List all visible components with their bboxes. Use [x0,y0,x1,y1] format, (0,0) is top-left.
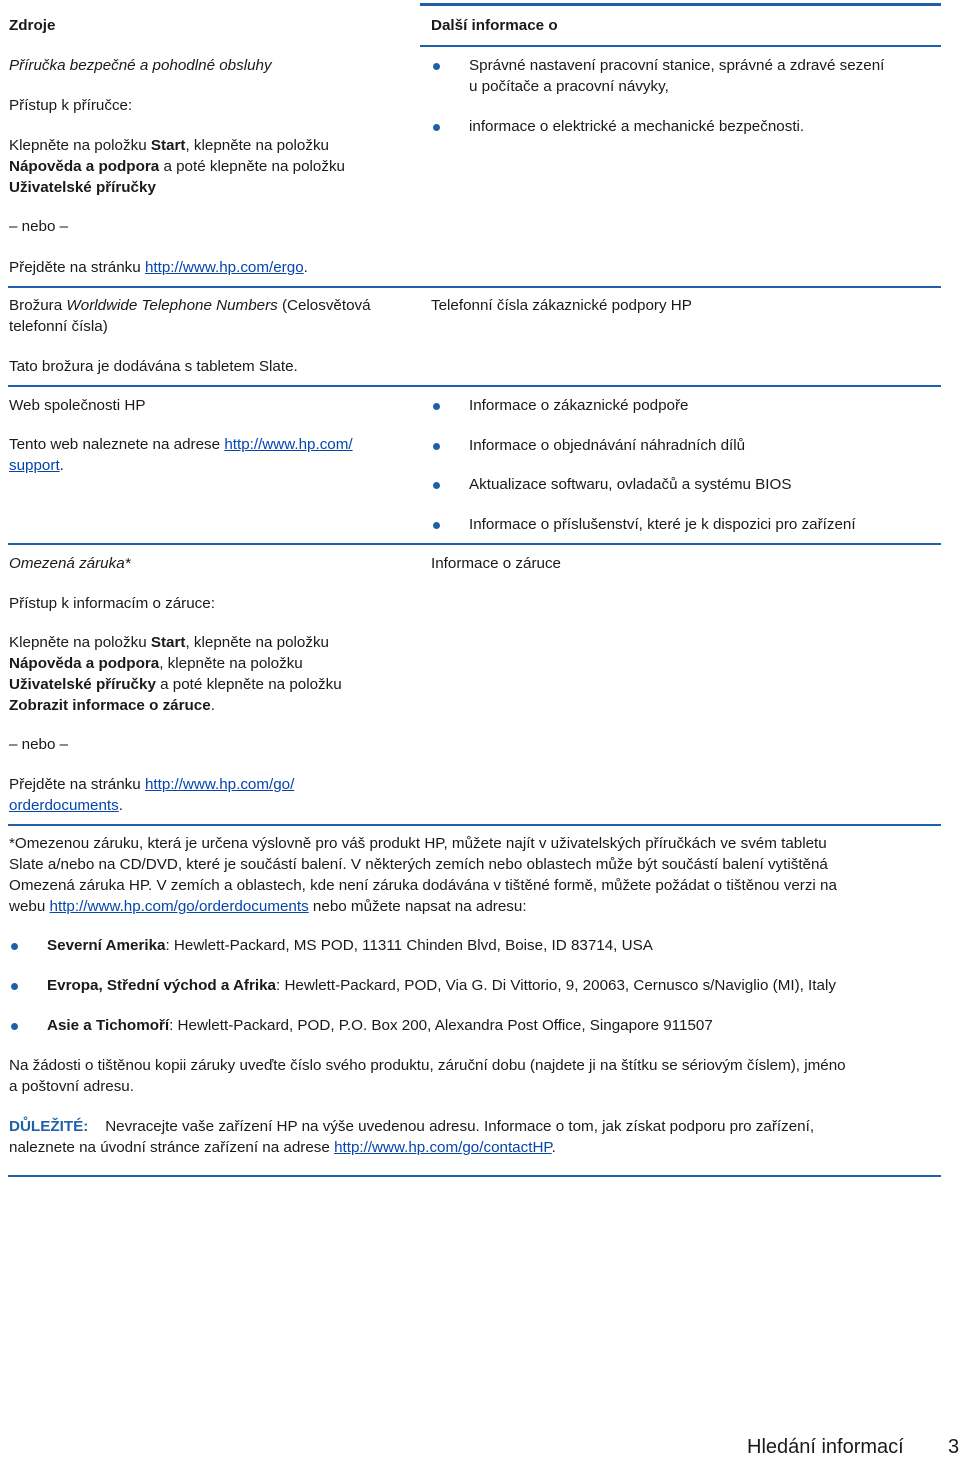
bottom-divider [8,1175,941,1177]
bullet-icon [11,1023,18,1030]
safety-bullet-1a: Správné nastavení pracovní stanice, správné a zdravé sezení [469,57,885,74]
web-bullet-3: Aktualizace softwaru, ovladačů a systému BIOS [469,476,792,493]
web-bullet-4: Informace o příslušenství, které je k dispozici pro zařízení [469,516,856,533]
bullet-icon [433,482,440,489]
page-number: 3 [948,1436,960,1458]
support-link-cont[interactable]: support [9,457,60,474]
warranty-title: Omezená záruka* [9,555,131,572]
orderdocs-link[interactable]: http://www.hp.com/go/ [144,776,295,793]
important-label: DŮLEŽITÉ: [9,1118,89,1135]
hp-web-text: Tento web naleznete na adrese http://www.hp.com/ support. [9,436,353,474]
row-divider [8,824,941,826]
safety-bullet-1b: u počítače a pracovní návyky, [469,78,669,95]
contacthp-link[interactable]: http://www.hp.com/go/contactHP [334,1139,552,1156]
bullet-icon [433,403,440,410]
address-north-america: Severní Amerika: Hewlett-Packard, MS POD, 11311 Chinden Blvd, Boise, ID 83714, USA [47,937,653,954]
hp-web-title: Web společnosti HP [9,397,146,414]
safety-bullet-2: informace o elektrické a mechanické bezpečnosti. [469,118,805,135]
important-note: DŮLEŽITÉ: Nevracejte vaše zařízení HP na výše uvedenou adresu. Informace o tom, jak získat podporu pro zařízení, naleznete na úvodní stránce zařízení na adrese http://www.hp.com/go/contactHP. [9,1118,815,1156]
bullet-icon [433,522,440,529]
ergo-link[interactable]: http://www.hp.com/ergo [144,259,304,276]
warranty-access-label: Přístup k informacím o záruce: [9,595,215,612]
warranty-goto: Přejděte na stránku http://www.hp.com/go/ orderdocuments. [9,776,295,814]
safety-or: – nebo – [9,218,69,235]
header-rule [420,3,941,6]
header-sources: Zdroje [9,17,56,34]
phone-support-info: Telefonní čísla zákaznické podpory HP [431,297,692,314]
footer-section-title: Hledání informací [747,1436,904,1458]
row-divider [8,543,941,545]
warranty-instructions: Klepněte na položku Start, klepněte na položku Nápověda a podpora, klepněte na položku Uživatelské příručky a poté klepněte na položku Zobrazit informace o záruce. [9,634,342,714]
web-bullet-1: Informace o zákaznické podpoře [469,397,689,414]
request-text: Na žádosti o tištěnou kopii záruky uveďte číslo svého produktu, záruční dobu (najdete ji na štítku se sériovým číslem), jméno a poštovní adresu. [9,1057,846,1095]
header-divider [420,45,941,47]
address-apac: Asie a Tichomoří: Hewlett-Packard, POD, P.O. Box 200, Alexandra Post Office, Singapore 911507 [47,1017,713,1034]
bullet-icon [433,124,440,131]
row-divider [8,385,941,387]
bullet-icon [11,943,18,950]
bullet-icon [433,443,440,450]
header-more-info: Další informace o [431,17,558,34]
address-emea: Evropa, Střední východ a Afrika: Hewlett-Packard, POD, Via G. Di Vittorio, 9, 20063, Cernusco s/Naviglio (MI), Italy [47,977,836,994]
safety-guide-title: Příručka bezpečné a pohodlné obsluhy [9,57,272,74]
safety-goto: Přejděte na stránku http://www.hp.com/ergo. [9,259,308,276]
bullet-icon [11,983,18,990]
bullet-icon [433,63,440,70]
safety-instructions: Klepněte na položku Start, klepněte na položku Nápověda a podpora a poté klepněte na položku Uživatelské příručky [9,137,345,196]
web-bullet-2: Informace o objednávání náhradních dílů [469,437,746,454]
warranty-info: Informace o záruce [431,555,561,572]
warranty-note: *Omezenou záruku, která je určena výslovně pro váš produkt HP, můžete najít v uživatelských příručkách ve svém tabletu Slate a/nebo na CD/DVD, které je součástí balení. V některých zemích nebo oblastech může být součástí balení vytištěná Omezená záruka HP. V zemích a oblastech, kde není záruka dodávána v tištěné formě, můžete požádat o tištěnou verzi na webu http://www.hp.com/go/orderdocuments nebo můžete napsat na adresu: [9,835,837,915]
row-divider [8,286,941,288]
support-link[interactable]: http://www.hp.com/ [224,436,353,453]
orderdocs-note-link[interactable]: http://www.hp.com/go/orderdocuments [49,898,309,915]
phone-booklet-title: Brožura Worldwide Telephone Numbers (Celosvětová telefonní čísla) [9,297,371,335]
warranty-or: – nebo – [9,736,69,753]
safety-access-label: Přístup k příručce: [9,97,133,114]
orderdocs-link-cont[interactable]: orderdocuments [9,797,119,814]
phone-booklet-note: Tato brožura je dodávána s tabletem Slate. [9,358,298,375]
